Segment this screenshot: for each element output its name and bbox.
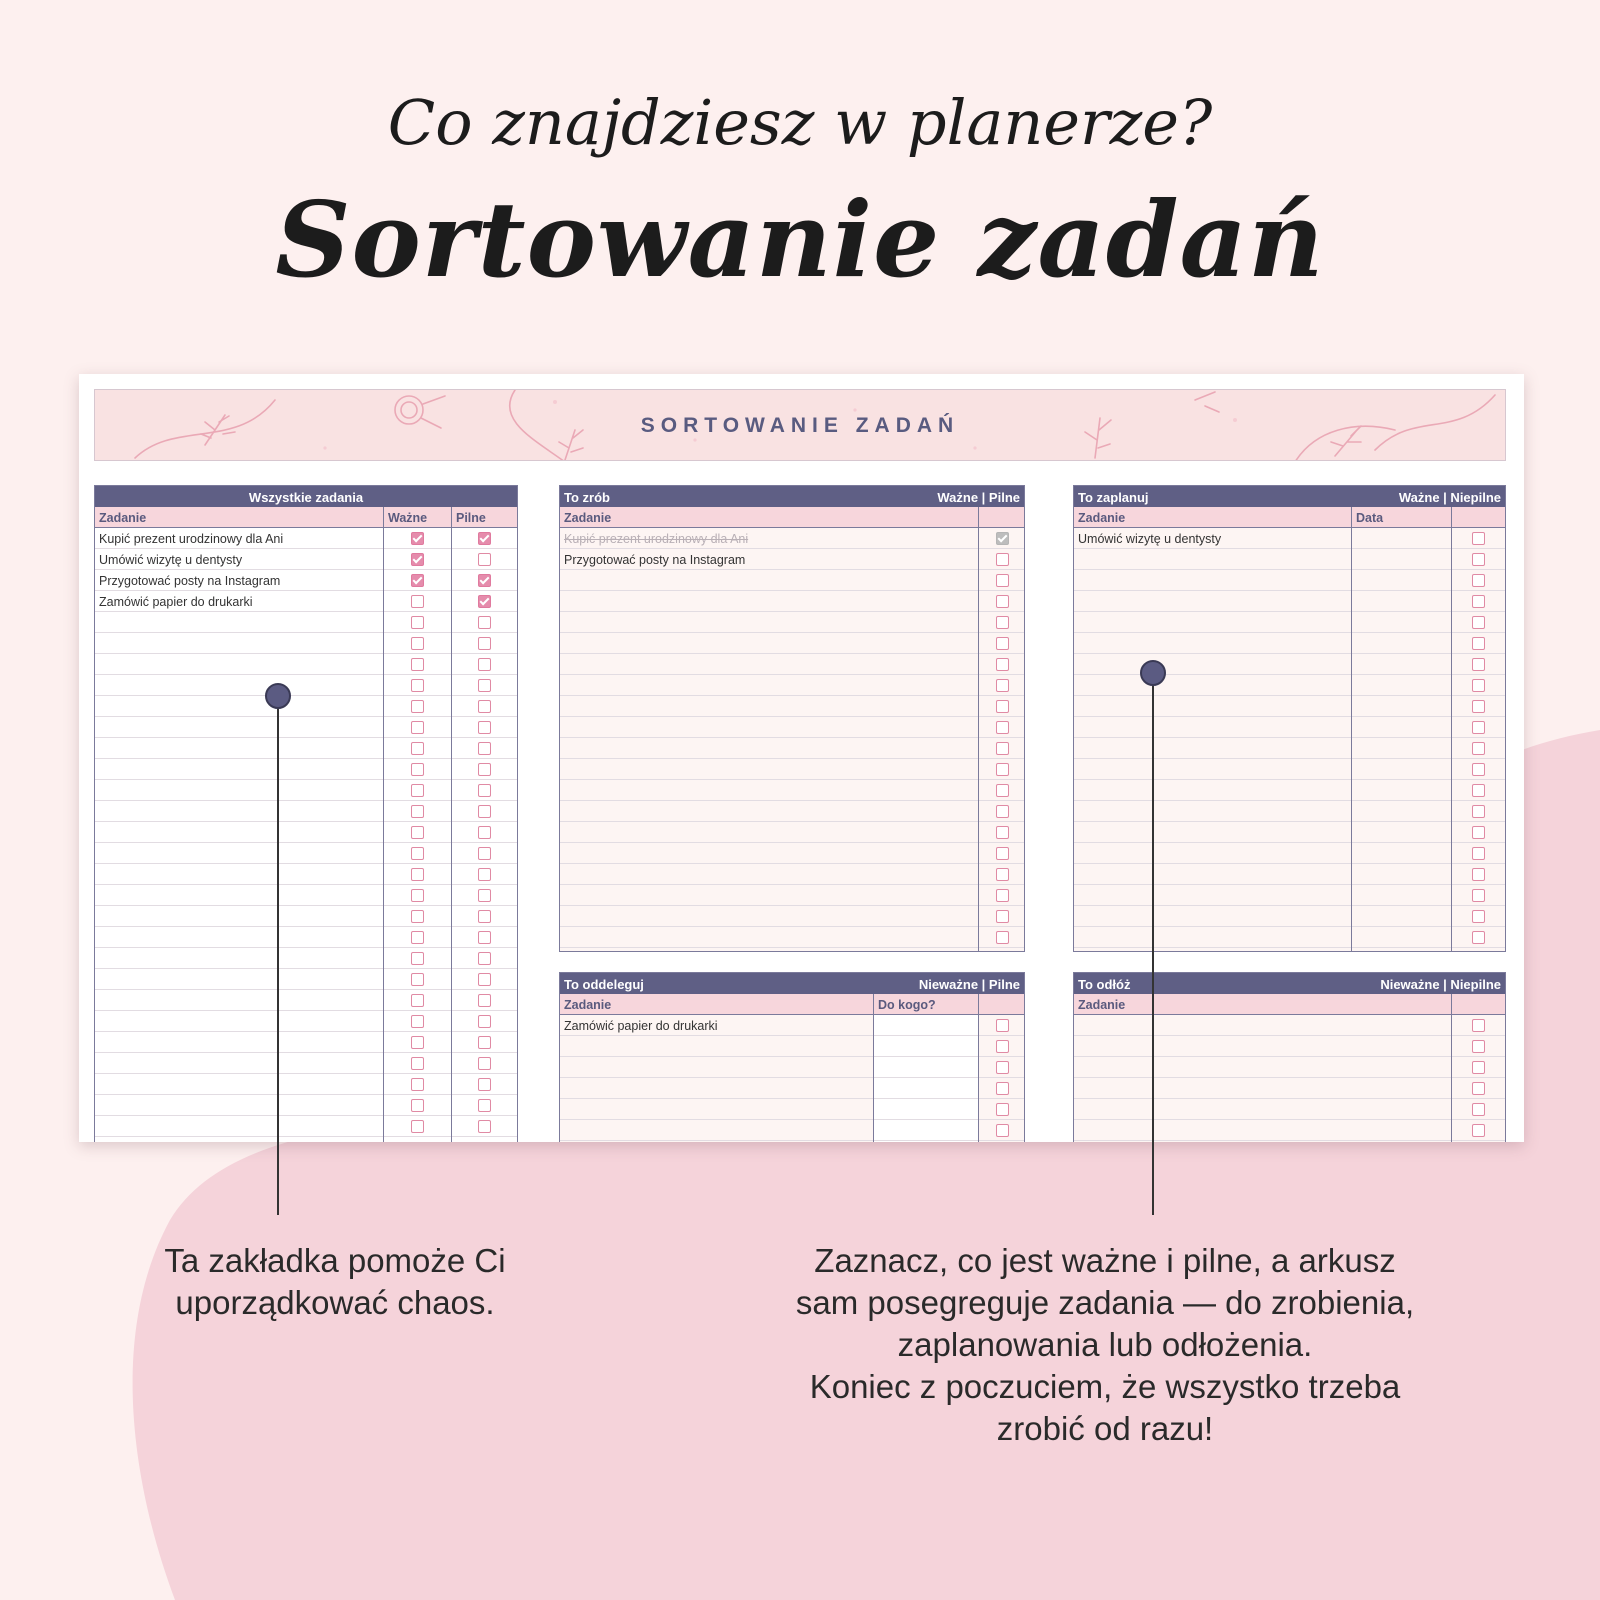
callout-line-right xyxy=(1152,677,1154,1215)
done-checkbox[interactable] xyxy=(1472,1040,1485,1053)
done-checkbox[interactable] xyxy=(1472,889,1485,902)
all-tasks-table xyxy=(94,485,518,1142)
urgent-checkbox[interactable] xyxy=(478,1078,491,1091)
important-checkbox[interactable] xyxy=(411,868,424,881)
urgent-checkbox[interactable] xyxy=(478,679,491,692)
urgent-checkbox[interactable] xyxy=(478,784,491,797)
done-checkbox[interactable] xyxy=(996,1040,1009,1053)
done-checkbox[interactable] xyxy=(996,721,1009,734)
important-checkbox[interactable] xyxy=(411,910,424,923)
all-tasks-col-urgent: Pilne xyxy=(456,511,486,525)
urgent-checkbox[interactable] xyxy=(478,616,491,629)
done-checkbox[interactable] xyxy=(996,637,1009,650)
done-checkbox[interactable] xyxy=(996,847,1009,860)
sheet-banner xyxy=(94,389,1506,461)
done-checkbox[interactable] xyxy=(1472,721,1485,734)
done-checkbox[interactable] xyxy=(1472,784,1485,797)
done-checkbox[interactable] xyxy=(996,931,1009,944)
important-checkbox[interactable] xyxy=(411,532,424,545)
done-checkbox[interactable] xyxy=(1472,763,1485,776)
done-checkbox[interactable] xyxy=(1472,1061,1485,1074)
all-tasks-header xyxy=(95,507,517,528)
done-checkbox[interactable] xyxy=(1472,1103,1485,1116)
schedule-table xyxy=(1073,485,1506,952)
important-checkbox[interactable] xyxy=(411,952,424,965)
urgent-checkbox[interactable] xyxy=(478,826,491,839)
urgent-checkbox[interactable] xyxy=(478,721,491,734)
delegate-header xyxy=(560,994,1024,1015)
important-checkbox[interactable] xyxy=(411,826,424,839)
postpone-table xyxy=(1073,972,1506,1142)
done-checkbox[interactable] xyxy=(996,700,1009,713)
urgent-checkbox[interactable] xyxy=(478,532,491,545)
postpone-tag: Nieważne | Niepilne xyxy=(1380,977,1501,992)
done-checkbox[interactable] xyxy=(996,658,1009,671)
urgent-checkbox[interactable] xyxy=(478,553,491,566)
urgent-checkbox[interactable] xyxy=(478,1099,491,1112)
done-checkbox[interactable] xyxy=(1472,931,1485,944)
task-cell: Umówić wizytę u dentysty xyxy=(1078,532,1222,546)
done-checkbox[interactable] xyxy=(1472,658,1485,671)
schedule-col-date: Data xyxy=(1356,511,1384,525)
do-now-col-task: Zadanie xyxy=(564,511,612,525)
task-cell: Przygotować posty na Instagram xyxy=(564,553,746,567)
done-checkbox[interactable] xyxy=(1472,553,1485,566)
important-checkbox[interactable] xyxy=(411,637,424,650)
done-checkbox[interactable] xyxy=(1472,700,1485,713)
urgent-checkbox[interactable] xyxy=(478,910,491,923)
urgent-checkbox[interactable] xyxy=(478,700,491,713)
caption-right xyxy=(690,1240,1520,1450)
important-checkbox[interactable] xyxy=(411,1078,424,1091)
task-cell: Umówić wizytę u dentysty xyxy=(99,553,243,567)
do-now-table xyxy=(559,485,1025,952)
delegate-title-bar xyxy=(560,973,1024,994)
callout-pin-left xyxy=(265,683,291,709)
important-checkbox[interactable] xyxy=(411,847,424,860)
important-checkbox[interactable] xyxy=(411,1057,424,1070)
callout-line-left xyxy=(277,700,279,1215)
caption-right-line: zrobić od razu! xyxy=(996,1410,1214,1447)
task-cell: Zamówić papier do drukarki xyxy=(564,1019,718,1033)
postpone-title: To odłóż xyxy=(1078,977,1131,992)
done-checkbox[interactable] xyxy=(1472,742,1485,755)
urgent-checkbox[interactable] xyxy=(478,868,491,881)
done-checkbox[interactable] xyxy=(1472,637,1485,650)
caption-right-line: Koniec z poczuciem, że wszystko trzeba xyxy=(809,1368,1401,1405)
done-checkbox[interactable] xyxy=(1472,826,1485,839)
done-checkbox[interactable] xyxy=(996,616,1009,629)
done-checkbox[interactable] xyxy=(1472,1124,1485,1137)
done-checkbox[interactable] xyxy=(996,1103,1009,1116)
caption-right-line: Zaznacz, co jest ważne i pilne, a arkusz xyxy=(814,1242,1396,1279)
done-checkbox[interactable] xyxy=(996,1124,1009,1137)
important-checkbox[interactable] xyxy=(411,889,424,902)
important-checkbox[interactable] xyxy=(411,679,424,692)
schedule-title: To zaplanuj xyxy=(1078,490,1149,505)
page-kicker: Co znajdziesz w planerze? xyxy=(387,86,1213,159)
important-checkbox[interactable] xyxy=(411,742,424,755)
caption-right-line: zaplanowania lub odłożenia. xyxy=(897,1326,1313,1363)
important-checkbox[interactable] xyxy=(411,1099,424,1112)
urgent-checkbox[interactable] xyxy=(478,742,491,755)
schedule-col-task: Zadanie xyxy=(1078,511,1126,525)
important-checkbox[interactable] xyxy=(411,574,424,587)
delegate-tag: Nieważne | Pilne xyxy=(918,977,1020,992)
important-checkbox[interactable] xyxy=(411,1036,424,1049)
page-headline: Sortowanie zadań xyxy=(275,178,1325,301)
important-checkbox[interactable] xyxy=(411,553,424,566)
done-checkbox[interactable] xyxy=(996,805,1009,818)
all-tasks-title: Wszystkie zadania xyxy=(248,490,364,505)
task-cell: Kupić prezent urodzinowy dla Ani xyxy=(564,532,749,546)
urgent-checkbox[interactable] xyxy=(478,1120,491,1133)
planner-sheet xyxy=(79,374,1524,1142)
important-checkbox[interactable] xyxy=(411,931,424,944)
caption-right-line: sam posegreguje zadania — do zrobienia, xyxy=(795,1284,1415,1321)
task-cell: Przygotować posty na Instagram xyxy=(99,574,281,588)
important-checkbox[interactable] xyxy=(411,1120,424,1133)
schedule-header xyxy=(1074,507,1505,528)
do-now-header xyxy=(560,507,1024,528)
urgent-checkbox[interactable] xyxy=(478,1057,491,1070)
urgent-checkbox[interactable] xyxy=(478,952,491,965)
callout-pin-right xyxy=(1140,660,1166,686)
important-checkbox[interactable] xyxy=(411,763,424,776)
done-checkbox[interactable] xyxy=(996,742,1009,755)
done-checkbox[interactable] xyxy=(1472,574,1485,587)
delegate-col-task: Zadanie xyxy=(564,998,612,1012)
done-checkbox[interactable] xyxy=(996,553,1009,566)
done-checkbox[interactable] xyxy=(1472,910,1485,923)
important-checkbox[interactable] xyxy=(411,616,424,629)
postpone-col-task: Zadanie xyxy=(1078,998,1126,1012)
urgent-checkbox[interactable] xyxy=(478,889,491,902)
done-checkbox[interactable] xyxy=(996,1061,1009,1074)
important-checkbox[interactable] xyxy=(411,721,424,734)
important-checkbox[interactable] xyxy=(411,1015,424,1028)
schedule-title-bar xyxy=(1074,486,1505,507)
postpone-header xyxy=(1074,994,1505,1015)
done-checkbox[interactable] xyxy=(996,784,1009,797)
delegate-title: To oddeleguj xyxy=(564,977,644,992)
urgent-checkbox[interactable] xyxy=(478,1015,491,1028)
urgent-checkbox[interactable] xyxy=(478,973,491,986)
done-checkbox[interactable] xyxy=(996,532,1009,545)
postpone-title-bar xyxy=(1074,973,1505,994)
done-checkbox[interactable] xyxy=(1472,868,1485,881)
urgent-checkbox[interactable] xyxy=(478,595,491,608)
done-checkbox[interactable] xyxy=(1472,616,1485,629)
urgent-checkbox[interactable] xyxy=(478,931,491,944)
all-tasks-col-important: Ważne xyxy=(388,511,428,525)
important-checkbox[interactable] xyxy=(411,973,424,986)
done-checkbox[interactable] xyxy=(1472,847,1485,860)
done-checkbox[interactable] xyxy=(996,679,1009,692)
urgent-checkbox[interactable] xyxy=(478,763,491,776)
important-checkbox[interactable] xyxy=(411,700,424,713)
sheet-banner-title: SORTOWANIE ZADAŃ xyxy=(640,414,960,437)
do-now-tag: Ważne | Pilne xyxy=(937,490,1020,505)
important-checkbox[interactable] xyxy=(411,784,424,797)
done-checkbox[interactable] xyxy=(1472,679,1485,692)
do-now-title-bar xyxy=(560,486,1024,507)
delegate-table xyxy=(559,972,1025,1142)
all-tasks-col-task: Zadanie xyxy=(99,511,147,525)
done-checkbox[interactable] xyxy=(1472,532,1485,545)
done-checkbox[interactable] xyxy=(996,595,1009,608)
urgent-checkbox[interactable] xyxy=(478,637,491,650)
all-tasks-title-bar xyxy=(95,486,517,507)
schedule-tag: Ważne | Niepilne xyxy=(1398,490,1501,505)
task-cell: Zamówić papier do drukarki xyxy=(99,595,253,609)
urgent-checkbox[interactable] xyxy=(478,574,491,587)
task-cell: Kupić prezent urodzinowy dla Ani xyxy=(99,532,284,546)
done-checkbox[interactable] xyxy=(1472,1019,1485,1032)
urgent-checkbox[interactable] xyxy=(478,994,491,1007)
done-checkbox[interactable] xyxy=(996,763,1009,776)
done-checkbox[interactable] xyxy=(996,889,1009,902)
done-checkbox[interactable] xyxy=(996,574,1009,587)
done-checkbox[interactable] xyxy=(996,826,1009,839)
done-checkbox[interactable] xyxy=(996,868,1009,881)
important-checkbox[interactable] xyxy=(411,994,424,1007)
done-checkbox[interactable] xyxy=(996,1082,1009,1095)
urgent-checkbox[interactable] xyxy=(478,1036,491,1049)
done-checkbox[interactable] xyxy=(1472,805,1485,818)
delegate-col-who: Do kogo? xyxy=(878,998,936,1012)
urgent-checkbox[interactable] xyxy=(478,847,491,860)
important-checkbox[interactable] xyxy=(411,595,424,608)
do-now-title: To zrób xyxy=(564,490,610,505)
caption-left: Ta zakładka pomoże Ci uporządkować chaos. xyxy=(164,1242,506,1321)
done-checkbox[interactable] xyxy=(996,910,1009,923)
important-checkbox[interactable] xyxy=(411,805,424,818)
done-checkbox[interactable] xyxy=(1472,1082,1485,1095)
done-checkbox[interactable] xyxy=(1472,595,1485,608)
urgent-checkbox[interactable] xyxy=(478,805,491,818)
important-checkbox[interactable] xyxy=(411,658,424,671)
done-checkbox[interactable] xyxy=(996,1019,1009,1032)
urgent-checkbox[interactable] xyxy=(478,658,491,671)
